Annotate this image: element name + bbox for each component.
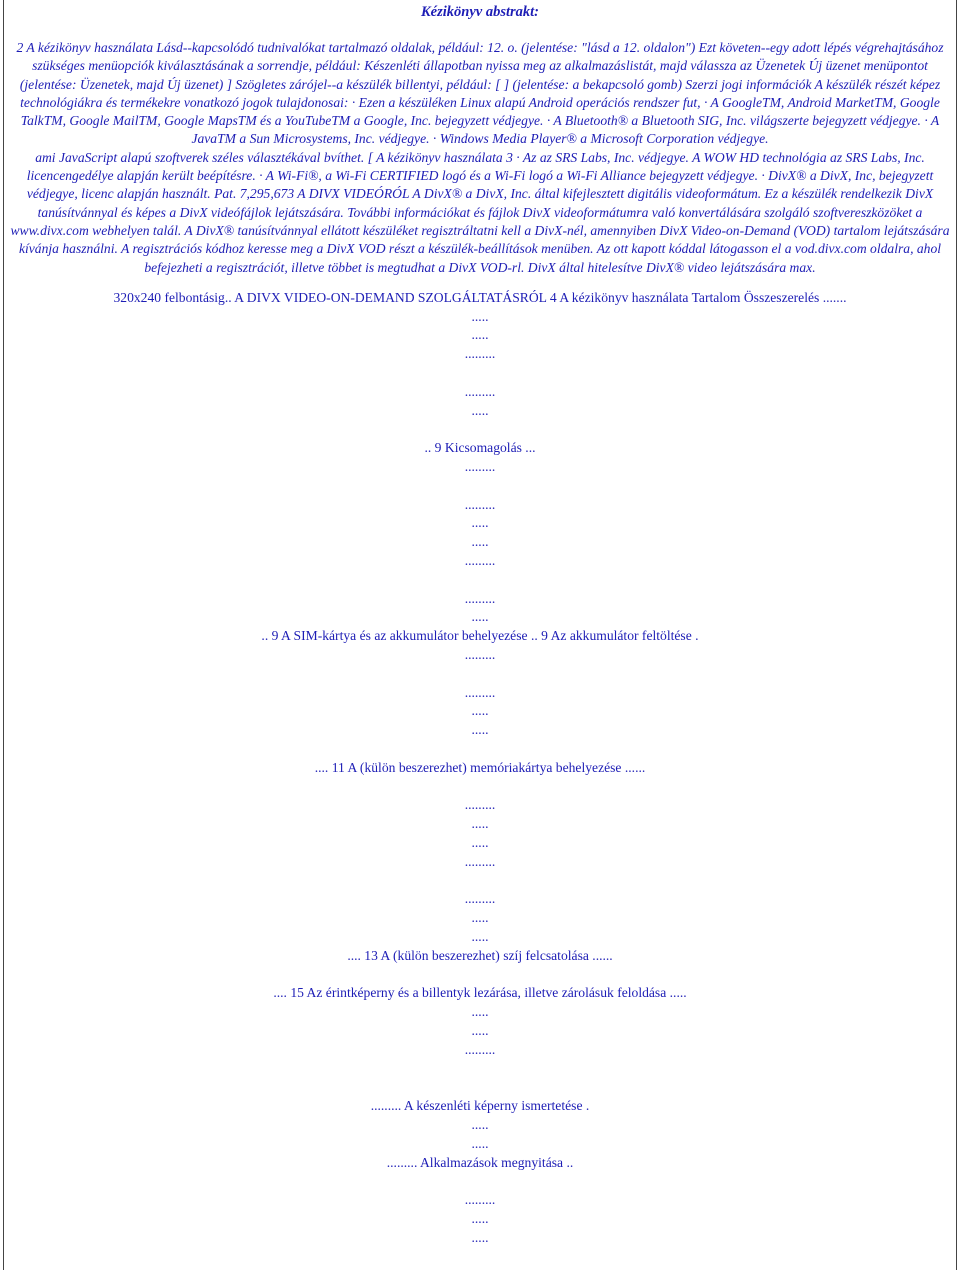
toc-line: ......... (464, 1041, 496, 1057)
toc-line: ......... (464, 346, 496, 362)
toc-line: ..... (471, 327, 489, 343)
toc-spacer (8, 1172, 952, 1191)
toc-spacer (8, 477, 952, 496)
toc-spacer (8, 778, 952, 797)
toc-spacer (8, 571, 952, 590)
page-border-left (3, 0, 4, 1270)
toc-line: ......... (464, 891, 496, 907)
toc-spacer (8, 740, 952, 759)
toc-line: .... 13 A (külön beszerezhet) szíj felcsatolása ...... (347, 947, 613, 963)
toc-line: ..... (471, 609, 489, 625)
toc-line: ..... (471, 834, 489, 850)
toc-line: ......... (464, 496, 496, 512)
toc-line: ..... (471, 1116, 489, 1132)
abstract-paragraph-2: ami JavaScript alapú szoftverek széles választékával bvíthet. [ A kézikönyv használata 3 · Az az SRS Labs, Inc. védjegye. A WOW HD technológia az SRS Labs, Inc. licencengedélye alapján került beépítésre. · A Wi-Fi®, a Wi-Fi CERTIFIED logó és a Wi-Fi logó a Wi-Fi Alliance bejegyzett védjegye. · DivX® a DivX, Inc, bejegyzett védjegye, licenc alapján használt. Pat. 7,295,673 A DIVX VIDEÓRÓL A DivX® a DivX, Inc. által kifejlesztett digitális videoformátum. Ez a készülék rendelkezik DivX tanúsítvánnyal és képes a DivX videófájlok lejátszására. További információkat és fájlok DivX videoformátumra való konvertálására szolgáló szoftvereszközöket a www.divx.com webhelyen talál. A DivX® tanúsítvánnyal ellátott készüléket regisztráltatni kell a DivX-nél, amennyiben DivX Video-on-Demand (VOD) tartalom lejátszására kívánja használni. A regisztrációs kódhoz keresse meg a DivX VOD részt a készülék-beállítások menüben. Az ott kapott kóddal látogasson el a vod.divx.com oldalra, ahol befejezheti a regisztrációt, illetve többet is megtudhat a DivX VOD-rl. DivX által hitelesítve DivX® video lejátszására max. (10, 149, 950, 275)
abstract-paragraph-1: 2 A kézikönyv használata Lásd--kapcsolódó tudnivalókat tartalmazó oldalak, például: 12. o. (jelentése: "lásd a 12. oldalon") Ezt követen--egy adott lépés végrehajtásához szükséges menüopciók kiválasztásának a sorrendje, például: Készenléti állapotban nyissa meg az alkalmazáslistát, majd válassza az Üzenetek Új üzenet menüpontot (jelentése: Üzenetek, majd Új üzenet) ] Szögletes zárójel--a készülék billentyi, például: [ ] (jelentése: a bekapcsoló gomb) Szerzi jogi információk A készülék részét képez technológiákra és termékekre vonatkozó jogok tulajdonosai: · Ezen a készüléken Linux alapú Android operációs rendszer fut, · A GoogleTM, Android MarketTM, Google TalkTM, Google MailTM, Google MapsTM és a YouTubeTM a Google, Inc. bejegyzett védjegye. · A Bluetooth® a Bluetooth SIG, Inc. világszerte bejegyzett védjegye. · A JavaTM a Sun Microsystems, Inc. védjegye. · Windows Media Player® a Microsoft Corporation védjegye. (16, 40, 944, 147)
toc-spacer (8, 420, 952, 439)
toc-line: ......... (464, 459, 496, 475)
toc-spacer (8, 872, 952, 891)
toc-line: ..... (471, 910, 489, 926)
table-of-contents (8, 289, 952, 1248)
toc-line: ......... Alkalmazások megnyitása .. (386, 1154, 574, 1170)
document-page (8, 3, 952, 1248)
toc-line: ..... (471, 515, 489, 531)
toc-spacer (8, 665, 952, 684)
toc-line: ..... (471, 1135, 489, 1151)
toc-spacer (8, 1060, 952, 1079)
toc-line: ..... (471, 1022, 489, 1038)
page-border-right (956, 0, 957, 1270)
toc-line: 320x240 felbontásig.. A DIVX VIDEO-ON-DEMAND SZOLGÁLTATÁSRÓL 4 A kézikönyv használata Tartalom Összeszerelés ....... (113, 289, 847, 305)
toc-line: .. 9 A SIM-kártya és az akkumulátor behelyezése .. 9 Az akkumulátor feltöltése . (261, 628, 699, 644)
toc-line: ..... (471, 308, 489, 324)
page-title: Kézikönyv abstrakt: (420, 4, 539, 20)
toc-line: ......... (464, 853, 496, 869)
toc-line: ......... (464, 383, 496, 399)
toc-spacer (8, 1078, 952, 1097)
toc-line: ..... (471, 1210, 489, 1226)
toc-line: ......... (464, 553, 496, 569)
toc-line: ..... (471, 816, 489, 832)
toc-line: .... 11 A (külön beszerezhet) memóriakártya behelyezése ...... (314, 759, 646, 775)
toc-line: .. 9 Kicsomagolás ... (424, 440, 536, 456)
toc-line: ..... (471, 534, 489, 550)
toc-line: ..... (471, 402, 489, 418)
toc-line: ......... (464, 684, 496, 700)
toc-line: ..... (471, 1004, 489, 1020)
toc-line: ..... (471, 928, 489, 944)
toc-line: .... 15 Az érintképerny és a billentyk lezárása, illetve zárolásuk feloldása ..... (273, 985, 687, 1001)
toc-line: ..... (471, 722, 489, 738)
toc-spacer (8, 364, 952, 383)
toc-line: ......... (464, 797, 496, 813)
toc-line: ..... (471, 703, 489, 719)
toc-line: ......... (464, 590, 496, 606)
toc-line: ..... (471, 1229, 489, 1245)
toc-spacer (8, 966, 952, 985)
toc-line: ......... (464, 1192, 496, 1208)
toc-line: ......... (464, 647, 496, 662)
toc-line: ......... A készenléti képerny ismertetése . (370, 1098, 590, 1114)
